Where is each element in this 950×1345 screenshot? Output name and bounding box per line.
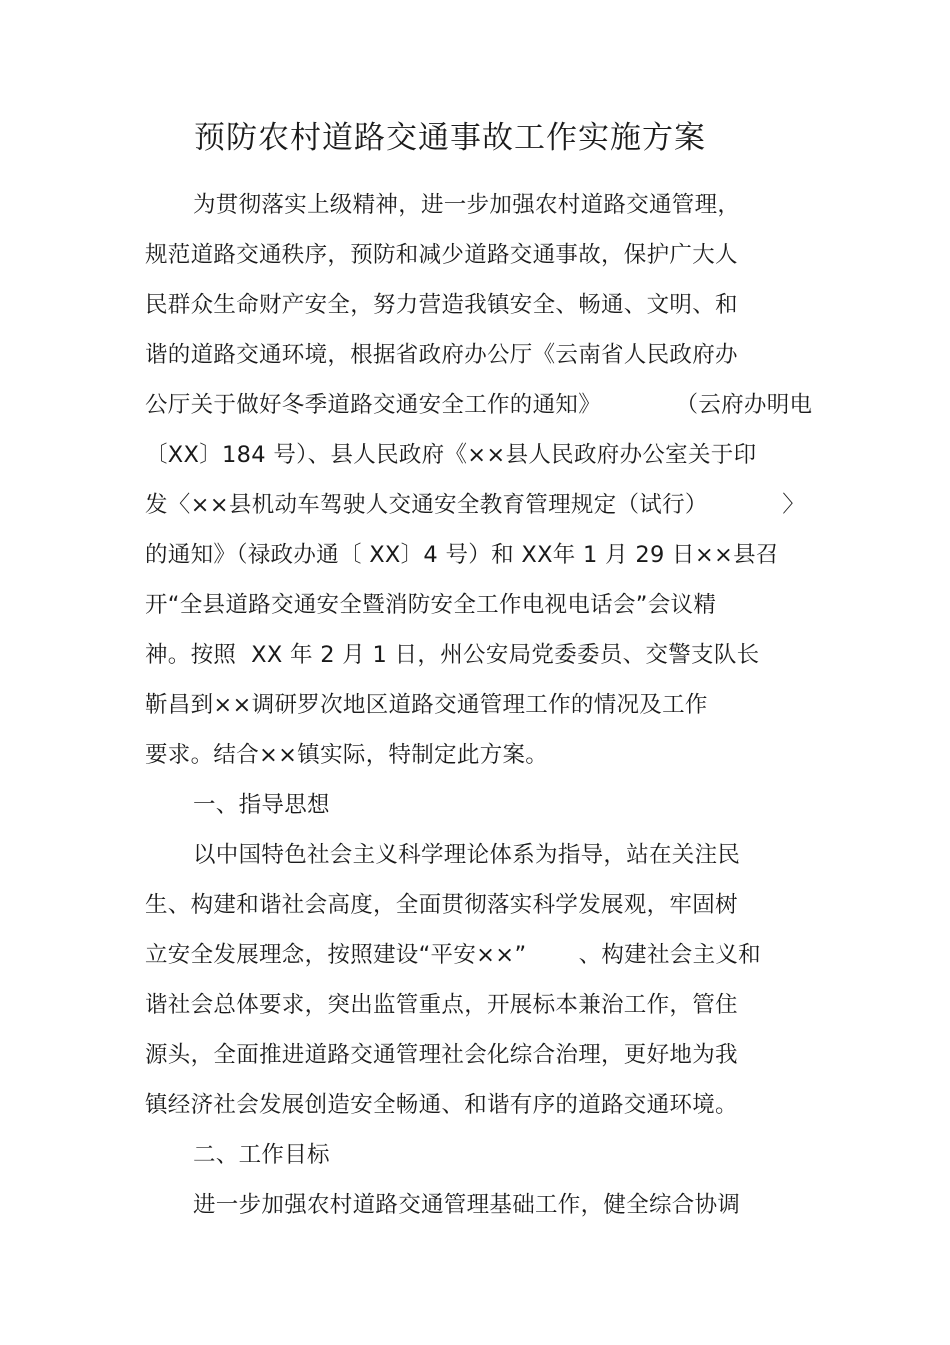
paragraph-line-15: 立安全发展理念，按照建设“平安××” 、构建社会主义和	[145, 942, 761, 968]
paragraph-line-14: 生、构建和谐社会高度，全面贯彻落实科学发展观，牢固树	[145, 892, 738, 918]
paragraph-line-10: 神。按照 XX 年 2 月 1 日，州公安局党委委员、交警支队长	[145, 642, 760, 668]
paragraph-line-8: 的通知》（禄政办通〔 XX〕4 号）和 XX年 1 月 29 日××县召	[145, 542, 779, 568]
section-heading-2: 二、工作目标	[193, 1142, 330, 1168]
paragraph-line-5: 公厅关于做好冬季道路交通安全工作的通知》 （云府办明电	[145, 392, 813, 418]
paragraph-line-17: 源头，全面推进道路交通管理社会化综合治理，更好地为我	[145, 1042, 738, 1068]
paragraph-line-6: 〔XX〕184 号）、县人民政府《××县人民政府办公室关于印	[145, 442, 757, 468]
paragraph-line-7: 发〈××县机动车驾驶人交通安全教育管理规定（试行） 〉	[145, 492, 806, 518]
paragraph-line-2: 规范道路交通秩序，预防和减少道路交通事故，保护广大人	[145, 242, 738, 268]
paragraph-line-12: 要求。结合××镇实际，特制定此方案。	[145, 742, 549, 768]
document-title: 预防农村道路交通事故工作实施方案	[194, 120, 706, 156]
paragraph-line-4: 谐的道路交通环境，根据省政府办公厅《云南省人民政府办	[145, 342, 738, 368]
paragraph-line-11: 靳昌到××调研罗次地区道路交通管理工作的情况及工作	[145, 692, 708, 718]
paragraph-line-19: 进一步加强农村道路交通管理基础工作，健全综合协调	[193, 1192, 741, 1218]
paragraph-line-18: 镇经济社会发展创造安全畅通、和谐有序的道路交通环境。	[145, 1092, 738, 1118]
section-heading-1: 一、指导思想	[193, 792, 330, 818]
paragraph-line-9: 开“全县道路交通安全暨消防安全工作电视电话会”会议精	[145, 592, 717, 618]
paragraph-line-13: 以中国特色社会主义科学理论体系为指导，站在关注民	[193, 842, 741, 868]
paragraph-line-16: 谐社会总体要求，突出监管重点，开展标本兼治工作，管住	[145, 992, 738, 1018]
paragraph-line-3: 民群众生命财产安全，努力营造我镇安全、畅通、文明、和	[145, 292, 738, 318]
paragraph-line-1: 为贯彻落实上级精神，进一步加强农村道路交通管理，	[193, 192, 741, 218]
